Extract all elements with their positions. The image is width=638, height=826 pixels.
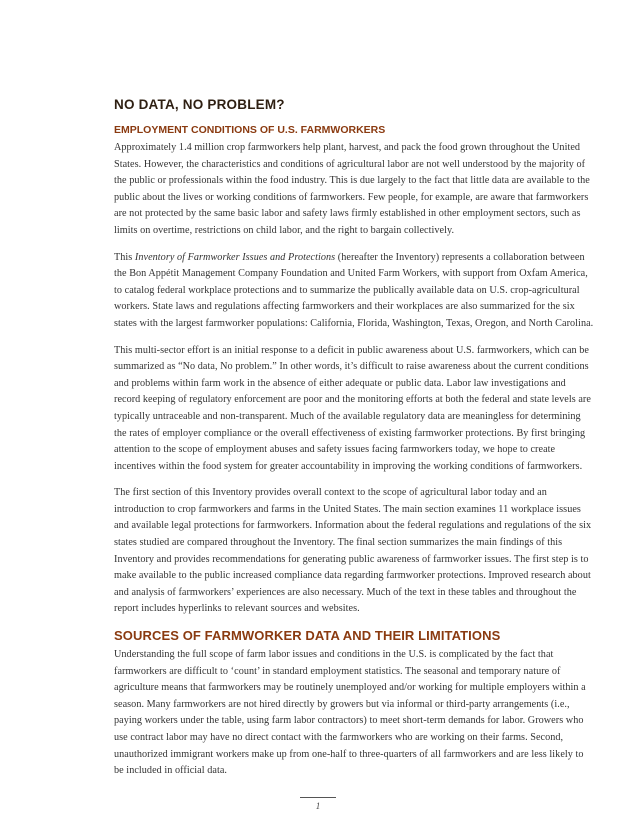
intro-paragraph-1: Approximately 1.4 million crop farmworkers help plant, harvest, and pack the food grown throughout the United States. However, the characteristics and conditions of agricultural labor are not well understood by the majority of the public or professionals within the food industry. This is due largely to the fact that little data are available to the public about the lives or working conditions of farmworkers. Few people, for example, are aware that farmworkers are not protected by the same basic labor and safety laws firmly established in other employment sectors, such as limits on overtime, restrictions on child labor, and the right to bargain collectively. <box>114 142 590 236</box>
document-page <box>114 97 594 790</box>
inventory-title-italic: Inventory of Farmworker Issues and Protections <box>134 251 336 263</box>
intro-paragraph-2 <box>114 250 594 333</box>
footer-rule <box>300 797 336 798</box>
intro-paragraph-4: The first section of this Inventory provides overall context to the scope of agricultural labor today and an introduction to crop farmworkers and farms in the United States. The main section examines 11 workplace issues and available legal protections for farmworkers. Information about the federal regulations and regulations of the six states studied are compared throughout the Inventory. The final section summarizes the main findings of this Inventory and provides recommendations for generating public awareness of farmworker issues. The first step is to make available to the public increased compliance data regarding farmworker protections. Improved research about and analysis of farmworkers’ experiences are also necessary. Much of the text in these tables and throughout the report includes hyperlinks to relevant sources and websites. <box>114 487 592 615</box>
section-paragraph-1: Understanding the full scope of farm labor issues and conditions in the U.S. is complicated by the fact that farmworkers are difficult to ‘count’ in standard employment statistics. The seasonal and temporary nature of agriculture means that farmworkers may be routinely unemployed and/or working for multiple employers within a season. Many farmworkers are not hired directly by growers but via informal or third-party arrangements (i.e., paying workers under the table, using farm labor contractors) to meet short-term demands for labor. Growers who use contract labor may have no direct contact with the farmworkers who are working on their farms. Second, unauthorized immigrant workers make up from one-half to three-quarters of all farmworkers and are less likely to be included in official data. <box>114 649 586 777</box>
document-subtitle: EMPLOYMENT CONDITIONS OF U.S. FARMWORKERS <box>114 124 386 136</box>
p2-prefix: This <box>114 251 135 263</box>
p2-rest: (hereafter the Inventory) represents a collaboration between the Bon Appétit Management Company Foundation and United Farm Workers, with support from Oxfam America, to catalog federal workplace protections and to summarize the publically available data on U.S. crop-agricultural workers. State laws and regulations affecting farmworkers and their workplaces are also summarized for the six states with the largest farmworker populations: California, Florida, Washington, Texas, Oregon, and North Carolina. <box>114 251 594 329</box>
page-number: 1 <box>315 801 321 811</box>
document-title: NO DATA, NO PROBLEM? <box>114 97 285 112</box>
intro-paragraph-3: This multi-sector effort is an initial response to a deficit in public awareness about U.S. farmworkers, which can be summarized as “No data, No problem.” In other words, it’s difficult to raise awareness about the current conditions and problems within farm work in the absence of either adequate or public data. Labor law investigations and record keeping of regulatory enforcement are poor and the monitoring efforts at both the federal and state levels are typically untraceable and non-transparent. Much of the available regulatory data are meaningless for determining the rates of employer compliance or the overall effectiveness of existing farmworker protections. By first bringing attention to the scope of employment abuses and safety issues facing farmworkers today, we hope to create incentives within the food system for greater accountability in improving the working conditions of farmworkers. <box>114 344 591 472</box>
section-heading-data-sources: SOURCES OF FARMWORKER DATA AND THEIR LIMITATIONS <box>114 628 501 644</box>
